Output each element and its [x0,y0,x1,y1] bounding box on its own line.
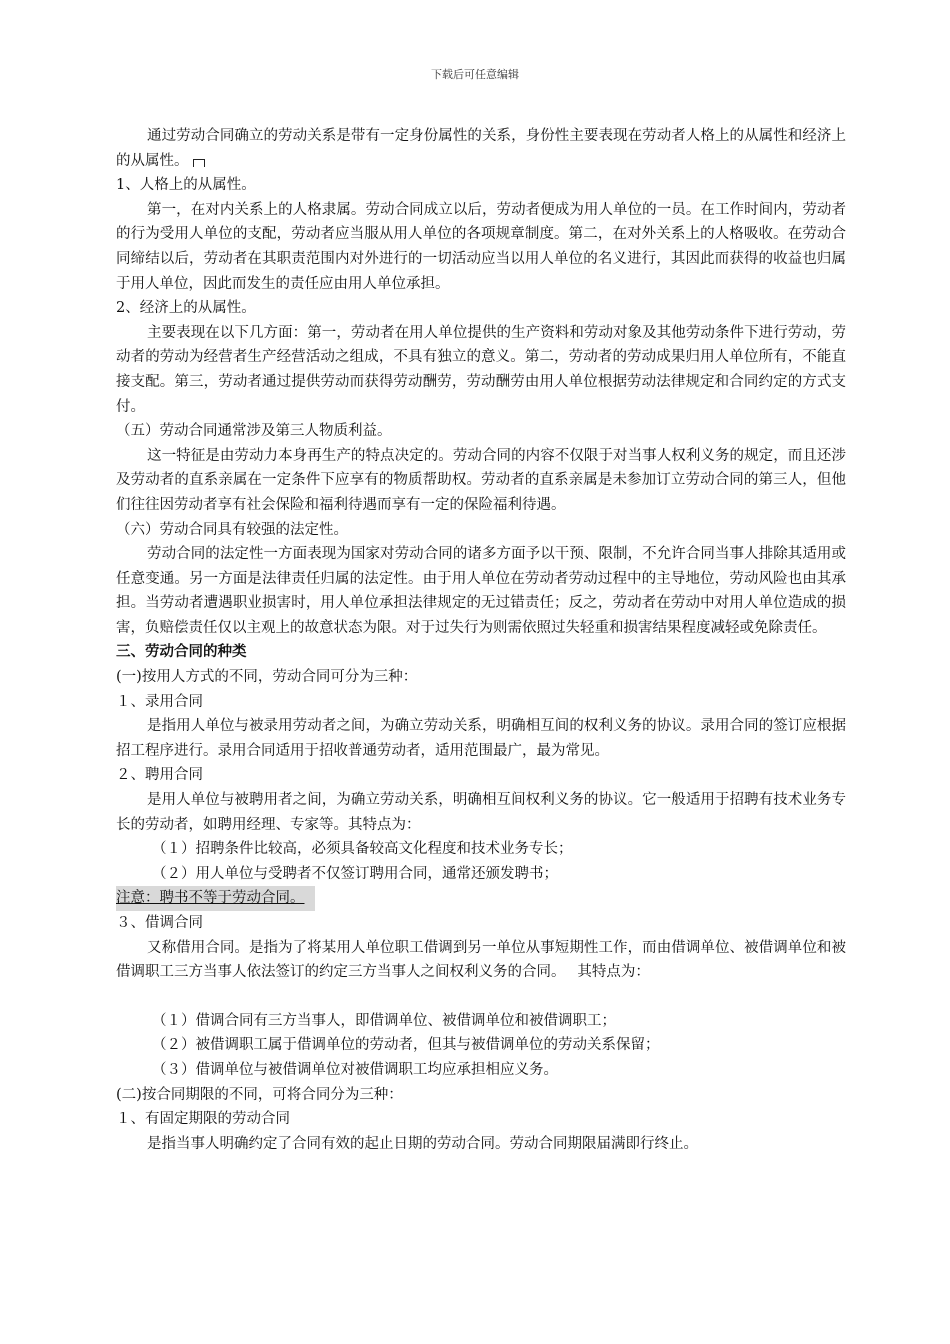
section-heading: 1、人格上的从属性。 [116,177,256,194]
list-item: （２）用人单位与受聘者不仅签订聘用合同，通常还颁发聘书； [152,865,558,882]
section-heading: (二)按合同期限的不同，可将合同分为三种： [116,1086,403,1103]
paragraph-text: 通过劳动合同确立的劳动关系是带有一定身份属性的关系，身份性主要表现在劳动者人格上的从属性和经济上的从属性。 [116,128,846,169]
list-item: （２）被借调职工属于借调单位的劳动者，但其与被借调单位的劳动关系保留； [152,1037,660,1054]
paragraph: 劳动合同的法定性一方面表现为国家对劳动合同的诸多方面予以干预、限制，不允许合同当事人排除其适用或任意变通。另一方面是法律责任归属的法定性。由于用人单位在劳动者劳动过程中的主导地位，劳动风险也由其承担。当劳动者遭遇职业损害时，用人单位承担法律规定的无过错责任；反之，劳动者在劳动中对用人单位造成的损害，负赔偿责任仅以主观上的故意状态为限。对于过失行为则需依照过失轻重和损害结果程度减轻或免除责任。 [116,546,846,636]
paragraph: 是用人单位与被聘用者之间，为确立劳动关系，明确相互间权利义务的协议。它一般适用于招聘有技术业务专长的劳动者，如聘用经理、专家等。其特点为： [116,792,846,833]
section-heading: （五）劳动合同通常涉及第三人物质利益。 [116,423,392,440]
list-item: （１）招聘条件比较高，必须具备较高文化程度和技术业务专长； [152,841,573,858]
blank-line [116,985,846,1009]
note-line [116,886,846,911]
subsection-heading: １、有固定期限的劳动合同 [116,1111,290,1128]
subsection-heading: ２、聘用合同 [116,767,203,784]
paragraph [116,124,846,173]
list-item: （１）借调合同有三方当事人，即借调单位、被借调单位和被借调职工； [152,1012,616,1029]
document-body [116,124,846,1156]
paragraph: 第一，在对内关系上的人格隶属。劳动合同成立以后，劳动者便成为用人单位的一员。在工作时间内，劳动者的行为受用人单位的支配，劳动者应当服从用人单位的各项规章制度。第二，在对外关系上的人格吸收。在劳动合同缔结以后，劳动者在其职责范围内对外进行的一切活动应当以用人单位的名义进行，其因此而获得的收益也归属于用人单位，因此而发生的责任应由用人单位承担。 [116,201,846,292]
note-highlight: 注意：聘书不等于劳动合同。 [116,886,315,911]
chapter-heading: 三、劳动合同的种类 [116,643,247,661]
section-heading: （六）劳动合同具有较强的法定性。 [116,521,348,538]
section-heading: 2、经济上的从属性。 [116,300,256,317]
subsection-heading: １、录用合同 [116,693,203,710]
list-item: （３）借调单位与被借调单位对被借调职工均应承担相应义务。 [152,1061,558,1078]
section-heading: (一)按用人方式的不同，劳动合同可分为三种： [116,669,418,686]
paragraph: 这一特征是由劳动力本身再生产的特点决定的。劳动合同的内容不仅限于对当事人权利义务的规定，而且还涉及劳动者的直系亲属在一定条件下应享有的物质帮助权。劳动者的直系亲属是未参加订立劳动合同的第三人，但他们往往因劳动者享有社会保险和福利待遇而享有一定的保险福利待遇。 [116,447,846,513]
paragraph: 又称借用合同。是指为了将某用人单位职工借调到另一单位从事短期性工作，而由借调单位、被借调单位和被借调职工三方当事人依法签订的约定三方当事人之间权利义务的合同。 其特点为： [116,939,846,981]
subsection-heading: ３、借调合同 [116,915,203,931]
paragraph: 是指当事人明确约定了合同有效的起止日期的劳动合同。劳动合同期限届满即行终止。 [147,1135,698,1152]
paragraph: 是指用人单位与被录用劳动者之间，为确立劳动关系，明确相互间的权利义务的协议。录用合同的签订应根据招工程序进行。录用合同适用于招收普通劳动者，适用范围最广，最为常见。 [116,718,846,759]
paragraph: 主要表现在以下几方面：第一，劳动者在用人单位提供的生产资料和劳动对象及其他劳动条件下进行劳动，劳动者的劳动为经营者生产经营活动之组成，不具有独立的意义。第二，劳动者的劳动成果归用人单位所有，不能直接支配。第三，劳动者通过提供劳动而获得劳动酬劳，劳动酬劳由用人单位根据劳动法律规定和合同约定的方式支付。 [116,324,846,415]
edit-mark-icon [193,159,205,167]
page-header: 下载后可任意编辑 [431,68,519,81]
